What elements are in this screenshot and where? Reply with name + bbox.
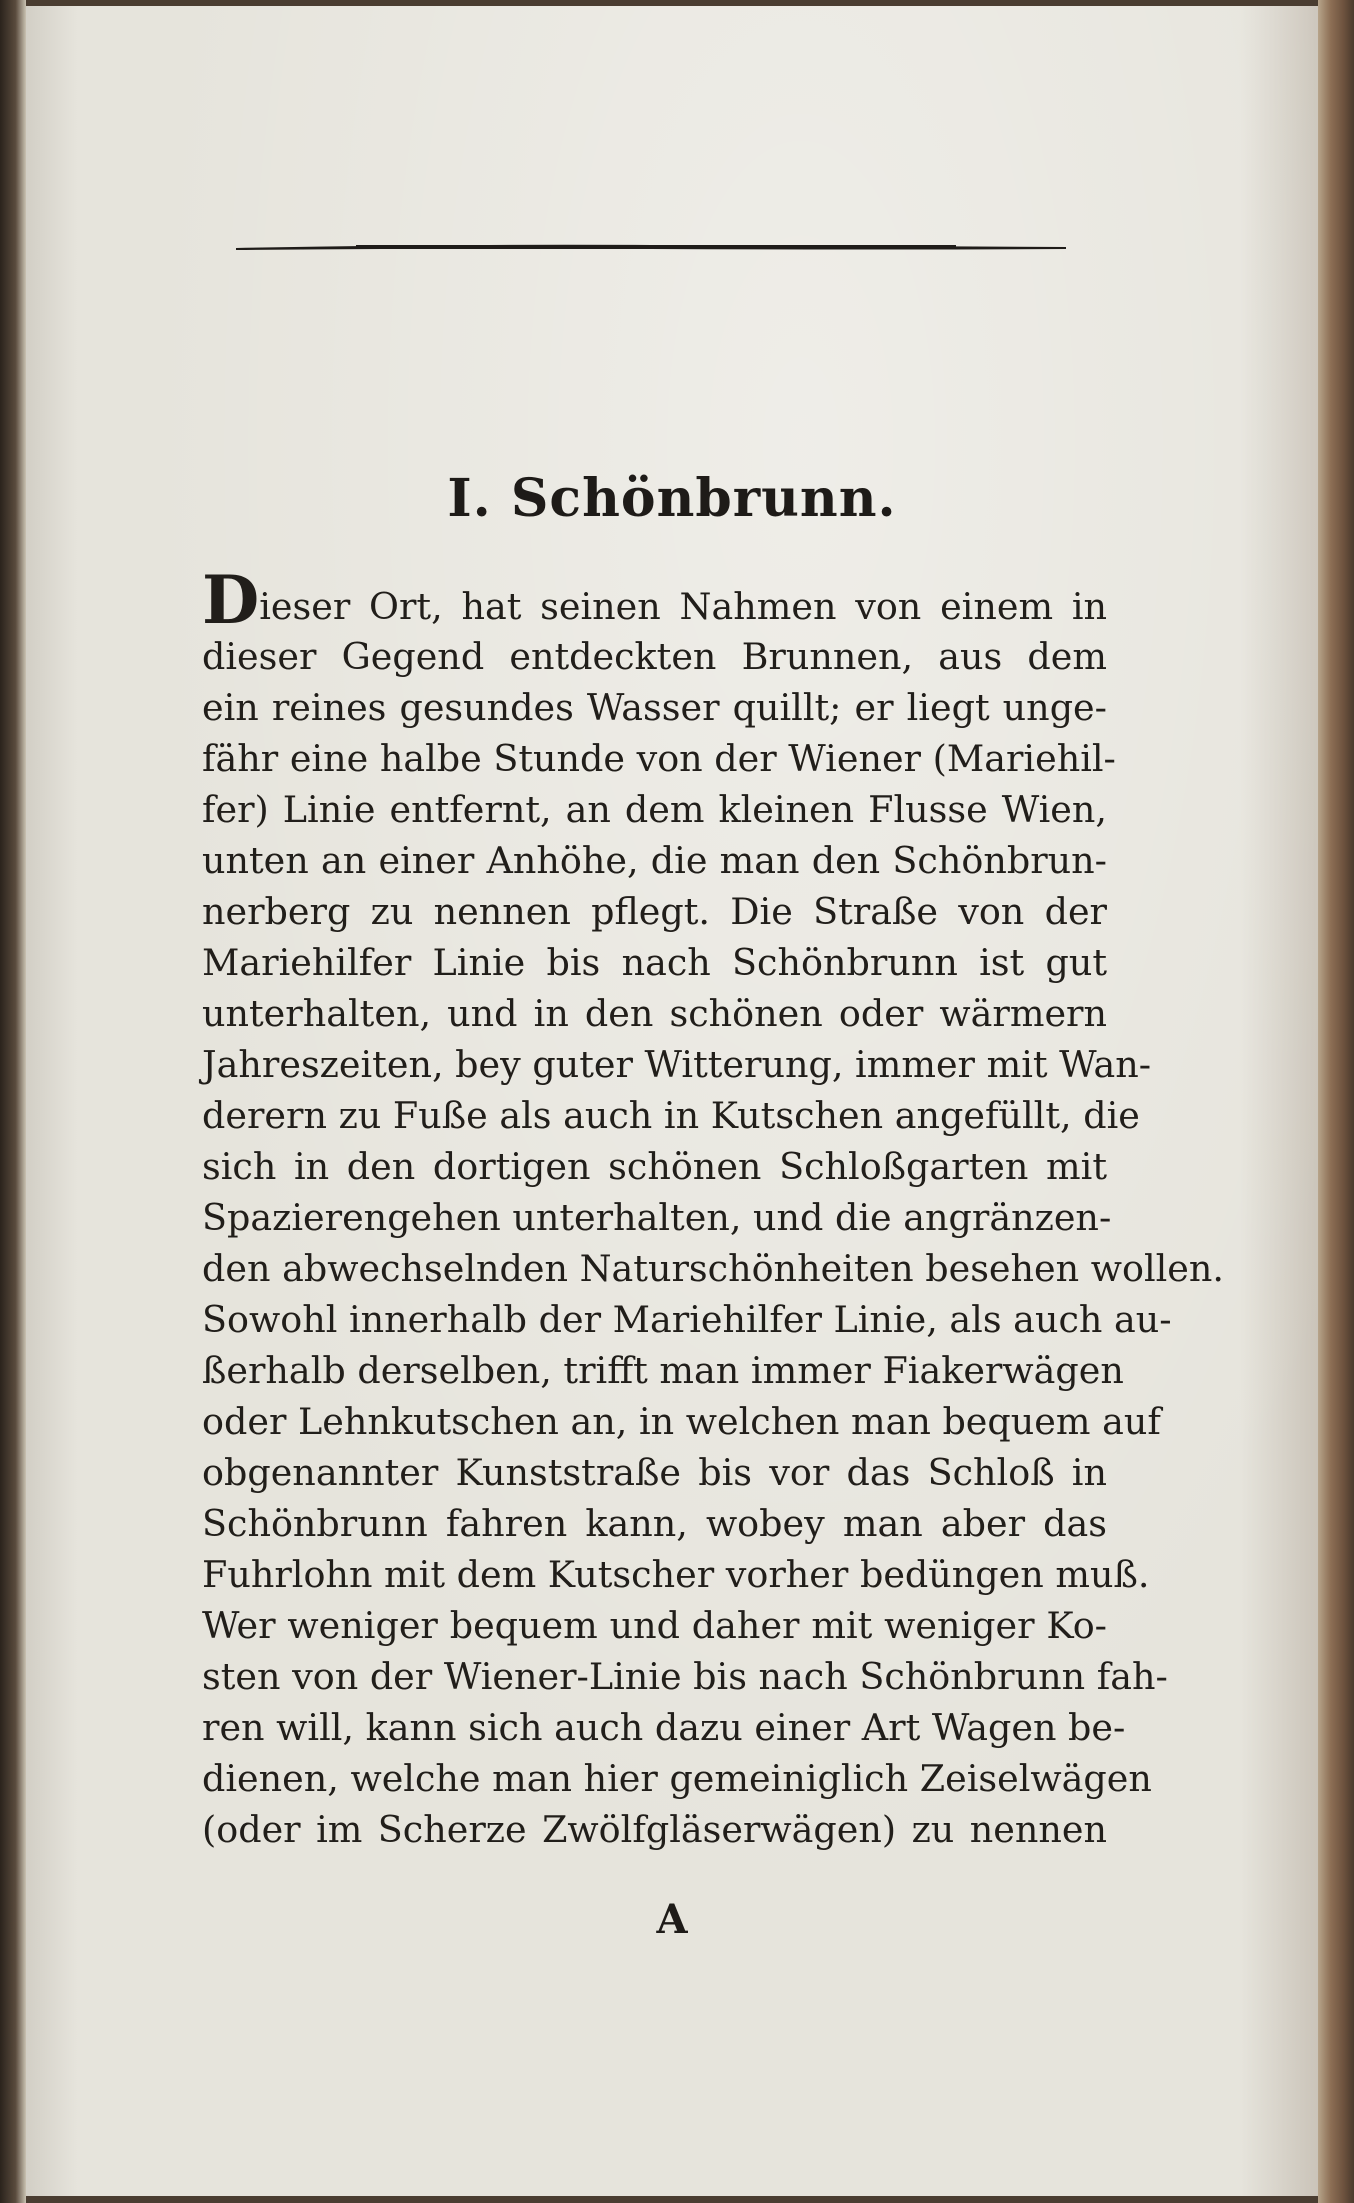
text-line: oder Lehnkutschen an, in welchen man bequem auf [202,1400,1161,1443]
book-spine-edge [0,0,26,2203]
text-line-1: Dieser Ort, hat seinen Nahmen von einem in [202,561,1107,639]
text-line: (oder im Scherze Zwölfgläserwägen) zu nennen [202,1808,1107,1851]
page-edge-right [1318,0,1354,2203]
text-line: dieser Gegend entdeckten Brunnen, aus dem [202,635,1107,678]
text-line: fähr eine halbe Stunde von der Wiener (Mariehil- [202,737,1116,780]
body-paragraph [202,561,1225,1855]
header-rule [236,242,1066,252]
drop-cap: D [202,561,260,639]
text-line: dienen, welche man hier gemeiniglich Zeiselwägen [202,1757,1152,1800]
text-line: ein reines gesundes Wasser quillt; er liegt unge- [202,686,1107,729]
text-line: Sowohl innerhalb der Mariehilfer Linie, als auch au- [202,1298,1172,1341]
text-line: Wer weniger bequem und daher mit weniger Ko- [202,1604,1107,1647]
text-line: ren will, kann sich auch dazu einer Art Wagen be- [202,1706,1126,1749]
text-line: sten von der Wiener-Linie bis nach Schönbrunn fah- [202,1655,1168,1698]
text-line: ßerhalb derselben, trifft man immer Fiakerwägen [202,1349,1124,1392]
text-line: den abwechselnden Naturschönheiten besehen wollen. [202,1247,1225,1290]
text-line: Spazierengehen unterhalten, und die angränzen- [202,1196,1112,1239]
text-line: Schönbrunn fahren kann, wobey man aber das [202,1502,1107,1545]
text-line: Fuhrlohn mit dem Kutscher vorher bedüngen muß. [202,1553,1150,1596]
text-line: derern zu Fuße als auch in Kutschen angefüllt, die [202,1094,1140,1137]
text-line: sich in den dortigen schönen Schloßgarten mit [202,1145,1107,1188]
book-page [26,6,1318,2196]
text-line: nerberg zu nennen pflegt. Die Straße von der [202,890,1107,933]
text-line: Mariehilfer Linie bis nach Schönbrunn ist gut [202,941,1107,984]
signature-mark: A [656,1896,688,1943]
text-line: unten an einer Anhöhe, die man den Schönbrun- [202,839,1107,882]
text-line: obgenannter Kunststraße bis vor das Schloß in [202,1451,1107,1494]
text-line: Jahreszeiten, bey guter Witterung, immer mit Wan- [202,1043,1152,1086]
text-line: unterhalten, und in den schönen oder wärmern [202,992,1107,1035]
text-line: fer) Linie entfernt, an dem kleinen Flusse Wien, [202,788,1107,831]
chapter-heading: I. Schönbrunn. [447,468,897,529]
